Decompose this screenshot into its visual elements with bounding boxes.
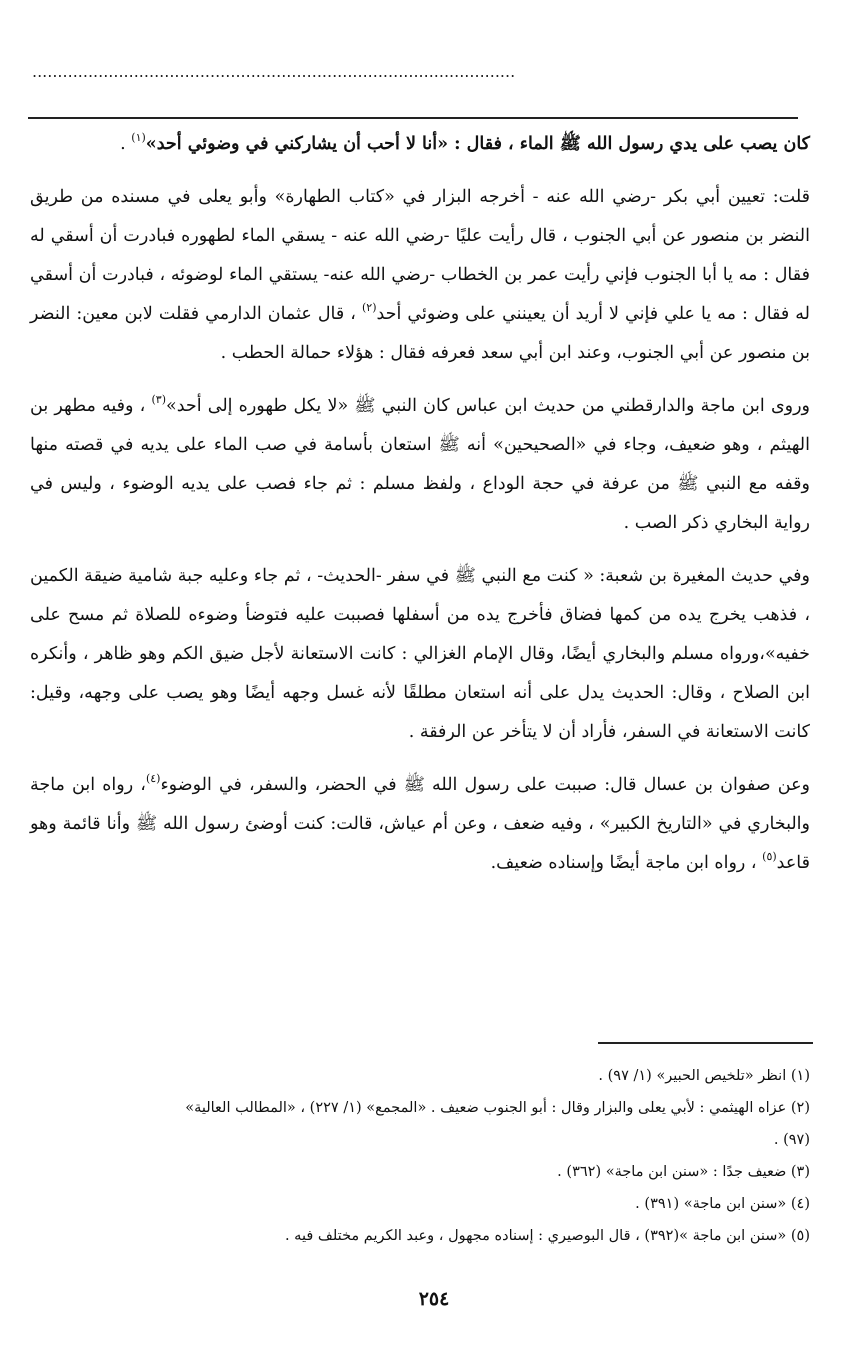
- paragraph-1-text: كان يصب على يدي رسول الله ﷺ الماء ، فقال : «أنا لا أحب أن يشاركني في وضوئي أحد»: [145, 134, 810, 154]
- footnote-ref-2: (٢): [361, 301, 377, 314]
- paragraph-2-part2: ، قال عثمان الدارمي فقلت لابن معين: النضر بن منصور عن أبي الجنوب، وعند ابن أبي سعد فعرفه فقال : هؤلاء حمالة الحطب .: [30, 304, 810, 363]
- paragraph-3-part1: وروى ابن ماجة والدارقطني من حديث ابن عباس كان النبي ﷺ «لا يكل طهوره إلى أحد»: [165, 396, 811, 416]
- footnotes: [30, 1060, 810, 1252]
- header-rule: [28, 117, 798, 119]
- footnote-1: (١) انظر «تلخيص الحبير» (١/ ٩٧) .: [598, 1068, 810, 1084]
- footnote-ref-5: (٥): [762, 850, 777, 863]
- paragraph-5-part1: وعن صفوان بن عسال قال: صببت على رسول الله ﷺ في الحضر، والسفر، في الوضوء: [160, 775, 810, 795]
- paragraph-1-end: .: [120, 134, 132, 154]
- paragraph-4-text: وفي حديث المغيرة بن شعبة: « كنت مع النبي ﷺ في سفر -الحديث- ، ثم جاء وعليه جبة شامية ضيقة الكمين ، فذهب يخرج يده من كمها فضاق فأخرج يده من أسفلها فصببت عليه فتوضأ وضوءه للصلاة ثم مسح على خفيه»،ورواه مسلم والبخاري أيضًا، وقال الإمام الغزالي : كانت الاستعانة لأجل ضيق الكم وهو ظاهر ، وأنكره ابن الصلاح ، وقال: الحديث يدل على أنه استعان مطلقًا لأنه غسل وجهه أيضًا وهو يصب على وجهه، وقيل: كانت الاستعانة في السفر، فأراد أن لا يتأخر عن الرفقة .: [30, 566, 810, 742]
- paragraph-1: [30, 125, 810, 164]
- paragraph-3: [30, 387, 810, 543]
- footnote-ref-3: (٣): [151, 393, 166, 406]
- paragraph-5-part3: ، رواه ابن ماجة أيضًا وإسناده ضعيف.: [490, 853, 763, 873]
- footnote-ref-1: (١): [131, 131, 146, 144]
- paragraph-5: [30, 766, 810, 883]
- footnote-5: (٥) «سنن ابن ماجة »(٣٩٢) ، قال البوصيري : إسناده مجهول ، وعبد الكريم مختلف فيه .: [284, 1228, 810, 1244]
- footnote-4: (٤) «سنن ابن ماجة» (٣٩١) .: [635, 1196, 810, 1212]
- paragraph-2-part1: قلت: تعيين أبي بكر -رضي الله عنه - أخرجه البزار في «كتاب الطهارة» وأبو يعلى في مسنده من طريق النضر بن منصور عن أبي الجنوب ، قال رأيت عليًا -رضي الله عنه - يسقي الماء لطهوره فبادرت أن أسقي له فقال : مه يا أبا الجنوب فإني رأيت عمر بن الخطاب -رضي الله عنه- يستقي الماء لوضوئه ، فبادرت أن أسقي له فقال : مه يا علي فإني لا أريد أن يعينني على وضوئي أحد: [30, 187, 810, 324]
- main-text: [30, 125, 810, 883]
- footnote-separator: [598, 1042, 813, 1044]
- footnote-2: (٢) عزاه الهيثمي : لأبي يعلى والبزار وقال : أبو الجنوب ضعيف . «المجمع» (١/ ٢٢٧) ، «المطالب العالية»: [185, 1100, 810, 1116]
- paragraph-2: [30, 178, 810, 373]
- paragraph-5-part2: ، رواه ابن ماجة والبخاري في «التاريخ الكبير» ، وفيه ضعف ، وعن أم عياش، قالت: كنت أوضئ رسول الله ﷺ وأنا قائمة وهو قاعد: [30, 775, 810, 873]
- paragraph-3-part2: ، وفيه مطهر بن الهيثم ، وهو ضعيف، وجاء في «الصحيحين» أنه ﷺ استعان بأسامة في صب الماء على يديه في قصته منها وقفه مع النبي ﷺ من عرفة في حجة الوداع ، ولفظ مسلم : ثم جاء فصب على يديه الوضوء ، وليس في رواية البخاري ذكر الصب .: [30, 396, 810, 533]
- page-number: ٢٥٤: [418, 1288, 450, 1310]
- footnote-ref-4: (٤): [145, 772, 161, 785]
- footnote-3: (٣) ضعيف جدًا : «سنن ابن ماجة» (٣٦٢) .: [557, 1164, 810, 1180]
- header-dotted-line: ...............................................................................................: [32, 62, 516, 81]
- footnote-2-continued: (٩٧) .: [773, 1132, 810, 1148]
- paragraph-4: [30, 557, 810, 752]
